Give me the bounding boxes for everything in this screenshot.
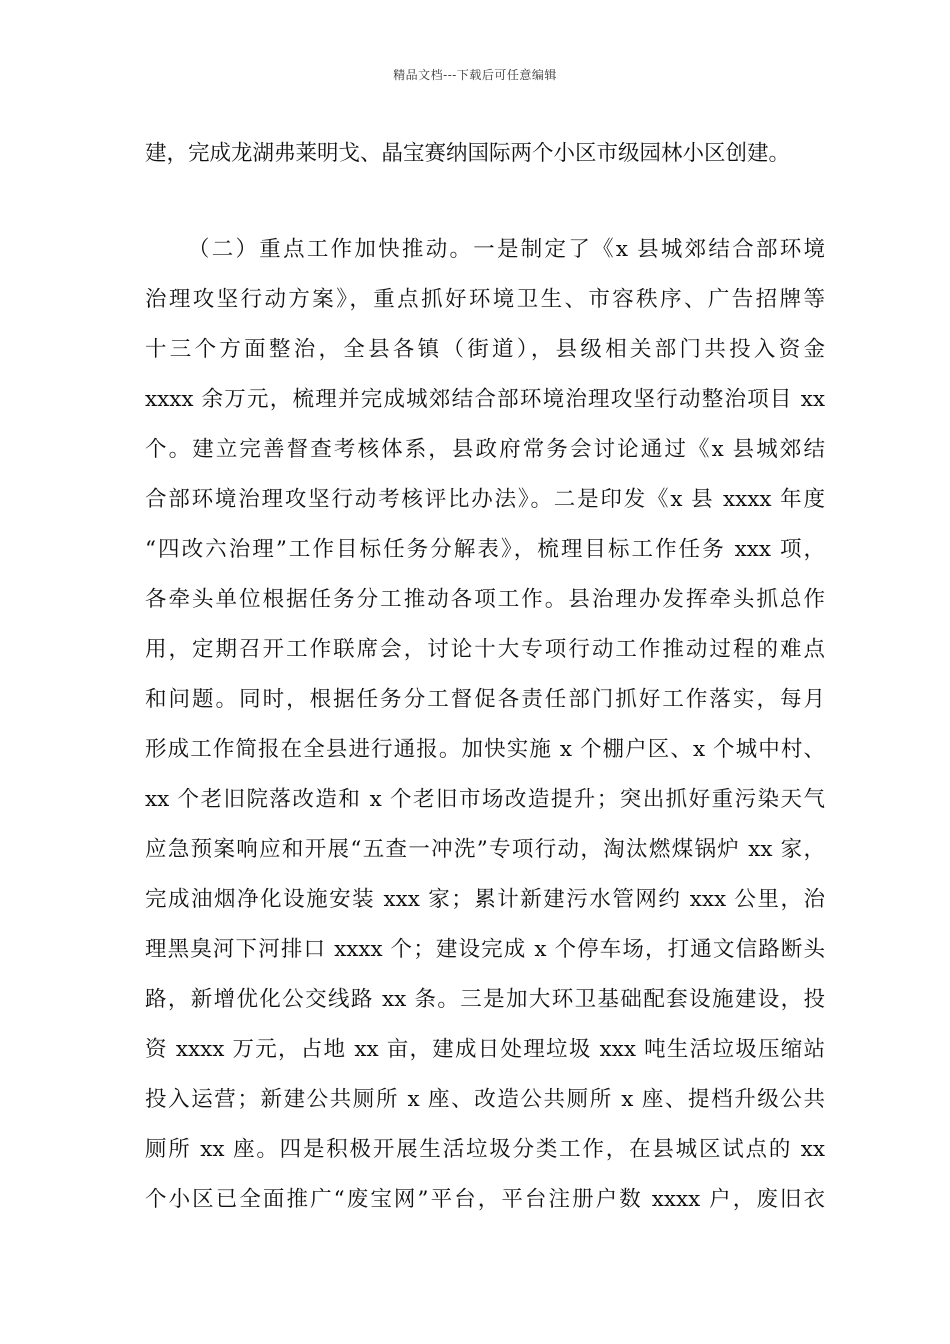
paragraph-line: 建，完成龙湖弗莱明戈、晶宝赛纳国际两个小区市级园林小区创建。: [145, 141, 791, 166]
paragraph-line: 合部环境治理攻坚行动考核评比办法》。二是印发《x 县 xxxx 年度: [145, 487, 825, 512]
paragraph-line: 完成油烟净化设施安装 xxx 家；累计新建污水管网约 xxx 公里，治: [145, 887, 825, 912]
paragraph-line: xx 个老旧院落改造和 x 个老旧市场改造提升；突出抓好重污染天气: [145, 787, 825, 812]
paragraph-line: xxxx 余万元，梳理并完成城郊结合部环境治理攻坚行动整治项目 xx: [145, 387, 825, 412]
paragraph-line: 治理攻坚行动方案》，重点抓好环境卫生、市容秩序、广告招牌等: [145, 287, 825, 312]
paragraph-line: 投入运营；新建公共厕所 x 座、改造公共厕所 x 座、提档升级公共: [145, 1087, 825, 1112]
paragraph-line: 厕所 xx 座。四是积极开展生活垃圾分类工作，在县城区试点的 xx: [145, 1137, 825, 1162]
paragraph-line: 用，定期召开工作联席会，讨论十大专项行动工作推动过程的难点: [145, 637, 825, 662]
paragraph-line: 路，新增优化公交线路 xx 条。三是加大环卫基础配套设施建设，投: [145, 987, 825, 1012]
page-header: 精品文档---下载后可任意编辑: [393, 68, 557, 82]
paragraph-line: 个。建立完善督查考核体系，县政府常务会讨论通过《x 县城郊结: [145, 437, 825, 462]
paragraph-line: （二）重点工作加快推动。一是制定了《x 县城郊结合部环境: [188, 237, 825, 262]
paragraph-line: 十三个方面整治，全县各镇（街道），县级相关部门共投入资金: [145, 337, 825, 362]
paragraph-line: 和问题。同时，根据任务分工督促各责任部门抓好工作落实，每月: [145, 687, 825, 712]
paragraph-line: 形成工作简报在全县进行通报。加快实施 x 个棚户区、x 个城中村、: [145, 737, 825, 762]
paragraph-line: “四改六治理”工作目标任务分解表》，梳理目标工作任务 xxx 项，: [145, 537, 825, 562]
paragraph-line: 资 xxxx 万元，占地 xx 亩，建成日处理垃圾 xxx 吨生活垃圾压缩站: [145, 1037, 825, 1062]
paragraph-line: 个小区已全面推广“废宝网”平台，平台注册户数 xxxx 户，废旧衣: [145, 1187, 825, 1212]
paragraph-line: 应急预案响应和开展“五查一冲洗”专项行动，淘汰燃煤锅炉 xx 家，: [145, 837, 825, 862]
paragraph-line: 各牵头单位根据任务分工推动各项工作。县治理办发挥牵头抓总作: [145, 587, 825, 612]
paragraph-line: 理黑臭河下河排口 xxxx 个；建设完成 x 个停车场，打通文信路断头: [145, 937, 825, 962]
